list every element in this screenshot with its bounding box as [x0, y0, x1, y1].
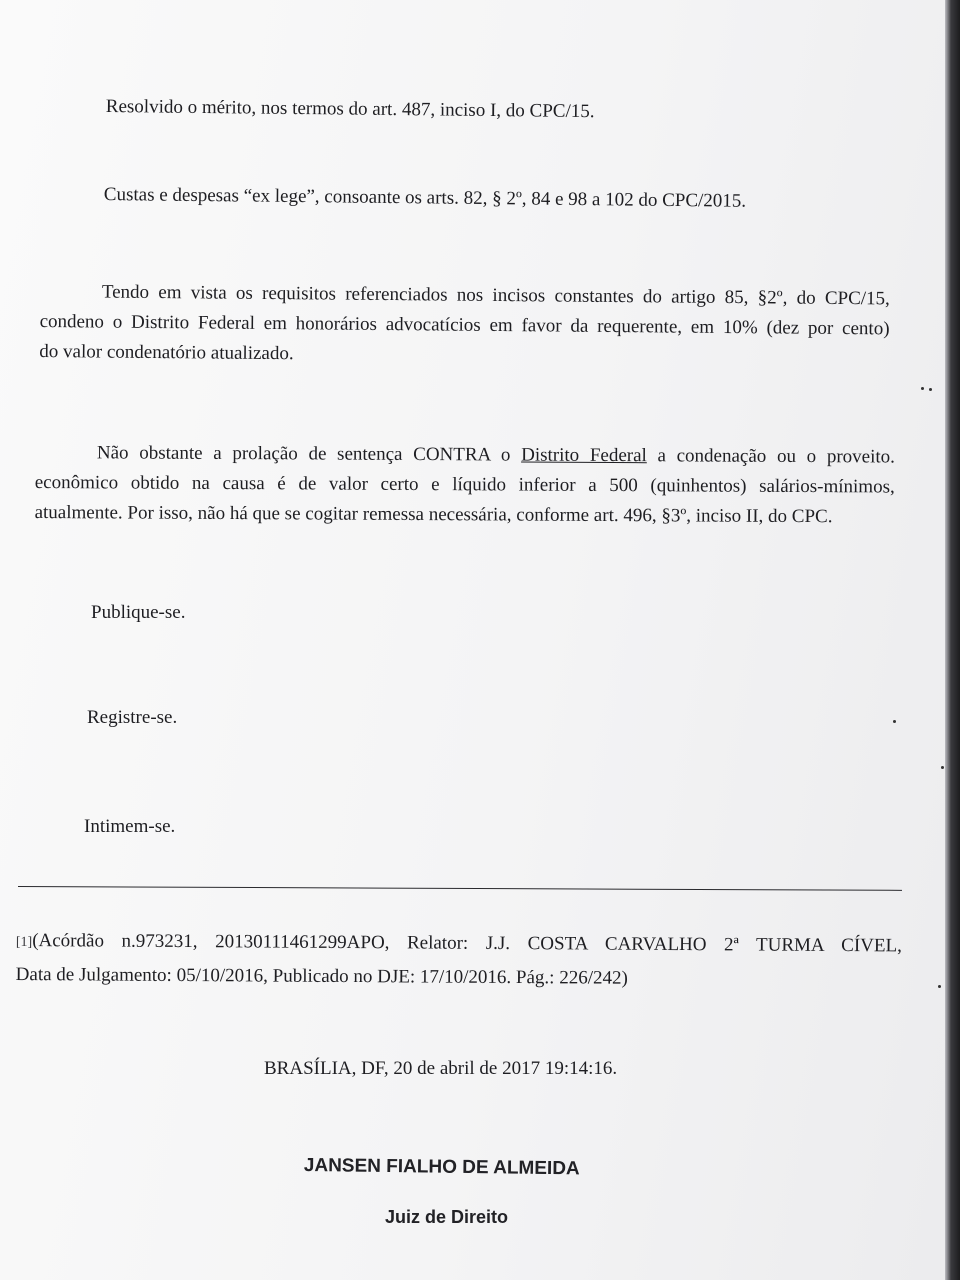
remessa-line-1 — [35, 438, 895, 473]
footnote-line-1 — [16, 925, 902, 964]
remessa-line-2: econômico obtido na causa é de valor certo e líquido inferior a 500 (quinhentos) salários-mínimos, — [34, 471, 895, 498]
paper-speck — [929, 388, 932, 391]
paper-speck — [938, 985, 941, 988]
paper-speck — [921, 387, 924, 390]
place-date: BRASÍLIA, DF, 20 de abril de 2017 19:14:16. — [264, 1058, 618, 1079]
paragraph-merito: Resolvido o mérito, nos termos do art. 487, inciso I, do CPC/15. — [105, 95, 595, 123]
command-registre: Registre-se. — [87, 707, 178, 728]
paper-speck — [941, 766, 944, 769]
paragraph-remessa — [35, 438, 895, 533]
signature-name: JANSEN FIALHO DE ALMEIDA — [303, 1155, 580, 1180]
distrito-federal-underlined: Distrito Federal — [521, 444, 647, 467]
footnote-line-2: Data de Julgamento: 05/10/2016, Publicado no DJE: 17/10/2016. Pág.: 226/242) — [15, 963, 628, 989]
honorarios-line-1: Tendo em vista os requisitos referenciados nos incisos constantes do artigo 85, §2º, do CPC/15, — [101, 281, 890, 310]
remessa-line-1-start: Não obstante a prolação de sentença CONTRA o — [96, 442, 522, 466]
remessa-line-1-end: a condenação ou o proveito. — [646, 445, 895, 468]
command-intimem: Intimem-se. — [84, 816, 176, 837]
command-publique: Publique-se. — [91, 602, 186, 623]
honorarios-line-2: condeno o Distrito Federal em honorários advocatícios em favor da requerente, em 10% (dez por cento) — [39, 310, 890, 340]
background-edge — [945, 0, 960, 1280]
honorarios-line-3: do valor condenatório atualizado. — [39, 340, 294, 365]
signature-role: Juiz de Direito — [385, 1207, 509, 1227]
remessa-line-3: atualmente. Por isso, não há que se cogitar remessa necessária, conforme art. 496, §3º, inciso II, do CPC. — [34, 501, 833, 528]
paper-speck — [893, 720, 896, 723]
paragraph-custas: Custas e despesas “ex lege”, consoante os arts. 82, § 2º, 84 e 98 a 102 do CPC/2015. — [103, 183, 747, 212]
paragraph-honorarios — [39, 277, 890, 374]
footnote-line-1-text: (Acórdão n.973231, 20130111461299APO, Relator: J.J. COSTA CARVALHO 2ª TURMA CÍVEL, — [32, 930, 902, 957]
footnote-ref-marker[interactable]: [1] — [15, 934, 33, 951]
footnote-separator — [18, 886, 902, 891]
footnote — [16, 925, 902, 996]
